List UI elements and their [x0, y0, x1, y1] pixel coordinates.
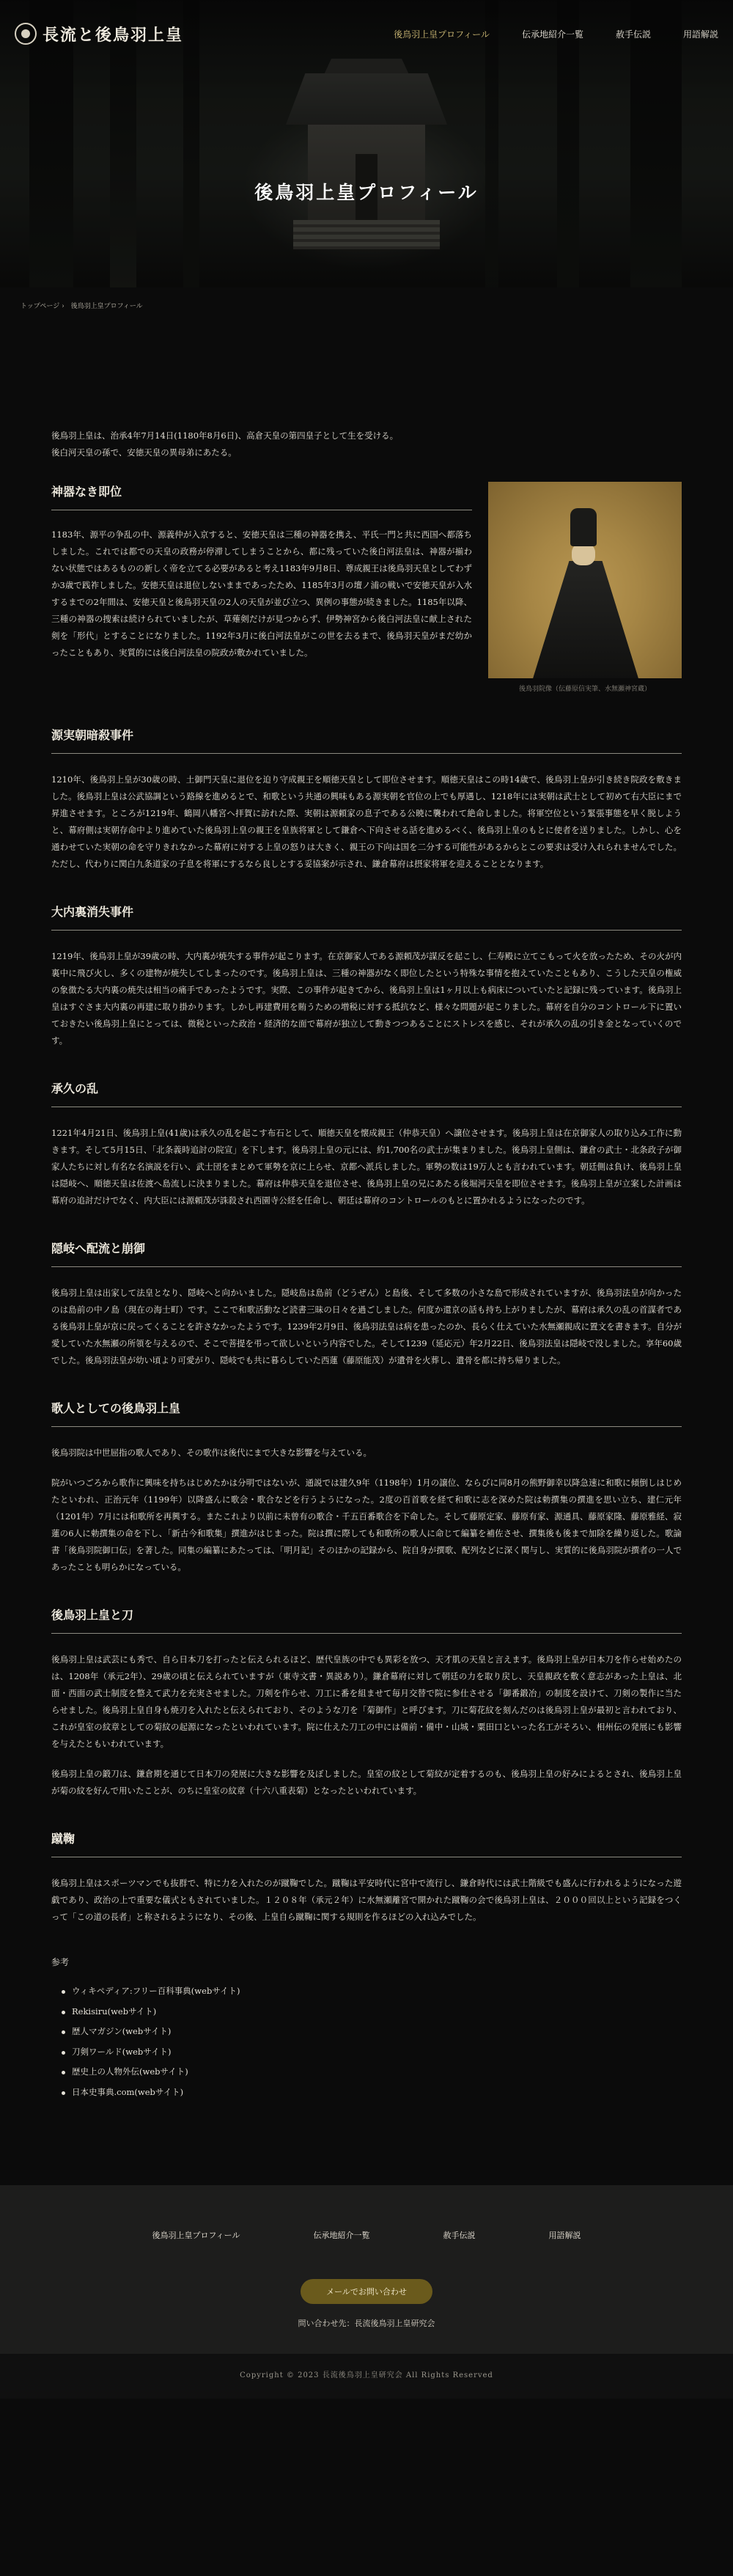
reference-item: 日本史事典.com(webサイト) — [62, 2083, 682, 2103]
hero-banner — [0, 0, 733, 287]
reference-item: ウィキペディア:フリー百科事典(webサイト) — [62, 1981, 682, 2002]
section-paragraph: 院がいつごろから歌作に興味を持ちはじめたかは分明ではないが、通説では建久9年（1198年）1月の譲位、ならびに同8月の熊野御幸以降急速に和歌に傾倒しはじめたといわれ、正治元年（1199年）以降盛んに歌会・歌合などを行うようになった。2度の百首歌を経て和歌に志を深めた院は勅撰集の撰進を思い立ち、建仁元年（1201年）7月には和歌所を再興する。またこれより以前に未曾有の歌合・千五百番歌合を下命した。そして藤原定家、藤原有家、源通具、藤原家隆、藤原雅経、寂蓮の6人に勅撰集の命を下し、「新古今和歌集」撰進がはじまった。院は撰に際しても和歌所の歌人に命じて編纂を補佐させ、撰集後も後まで加除を繰り返した。歌論書「後鳥羽院御口伝」を著した。同集の編纂にあたっては、「明月記」そのほかの記録から、院自身が撰歌、配列などに深く関与し、実質的に後鳥羽院が撰者の一人であったことも明らかになっている。 — [51, 1478, 682, 1572]
site-footer — [0, 2185, 733, 2354]
references-list — [51, 1981, 682, 2103]
main-content — [51, 323, 682, 2103]
section-paragraph: 1221年4月21日、後鳥羽上皇(41歳)は承久の乱を起こす布石として、順徳天皇を懐成親王（仲恭天皇）へ譲位させます。後鳥羽上皇は在京御家人の取り込み工作に動きます。そして5月15日、「北条義時追討の院宣」を下します。後鳥羽上皇の元には、約1,700名の武士が集まりました。後鳥羽上皇側は、鎌倉の武士・北条政子が御家人たちに対し有名な名演説を行い、武士団をまとめて軍勢を京に上らせ、京都へ派兵しました。軍勢の数は19万人とも言われています。朝廷側は負け、後鳥羽上皇は隠岐へ、順徳天皇は佐渡へ島流しに決まりました。幕府は仲恭天皇を退位させ、後鳥羽上皇の兄にあたる後堀河天皇を即位させます。後鳥羽上皇が立案した計画は幕府の追討だけでなく、内大臣には源頼茂が誅殺され西園寺公経を任命し、朝廷は幕府のコントロールのもとに置かれるようになったのです。 — [51, 1128, 682, 1206]
section-heading: 大内裏消失事件 — [51, 900, 682, 931]
section-accession — [51, 480, 682, 696]
section-paragraph: 後鳥羽上皇の鍛刀は、鎌倉期を通じて日本刀の発展に大きな影響を及ぼしました。皇室の紋として菊紋が定着するのも、後鳥羽上皇の好みによるとされ、後鳥羽上皇が菊の紋を好んで用いたことが、のちに皇室の紋章（十六八重表菊）となったといわれています。 — [51, 1769, 682, 1796]
section-sword — [51, 1604, 682, 1799]
copyright: Copyright © 2023 長流後鳥羽上皇研究会 All Rights Reserved — [0, 2354, 733, 2399]
section-paragraph: 後鳥羽上皇は出家して法皇となり、隠岐へと向かいました。隠岐島は島前（どうぜん）と島後、そして多数の小さな島で形成されていますが、後鳥羽法皇が向かったのは島前の中ノ島（現在の海士町）です。ここで和歌活動など読書三昧の日々を過ごしました。何度か還京の話も持ち上がりましたが、幕府は承久の乱の首謀者である後鳥羽上皇が京に戻ってくることを許さなかったようです。1239年2月9日、後鳥羽法皇は病を患ったのか、長らく仕えていた水無瀬親成に置文を書きます。自分が愛していた水無瀬の所領を与えるので、そこで菩提を弔って欲しいという内容でした。そして1239（延応元）年2月22日、後鳥羽法皇は隠岐で没しました。享年60歳でした。後鳥羽法皇が幼い頃より可愛がり、隠岐でも共に暮らしていた西蓮（藤原能茂）が遺骨を火葬し、遺骨を都に持ち帰りました。 — [51, 1288, 682, 1365]
section-poet — [51, 1397, 682, 1576]
section-heading: 隠岐へ配流と崩御 — [51, 1237, 682, 1267]
footer-nav-sekite[interactable]: 赦手伝説 — [443, 2230, 476, 2240]
reference-item: 歴人マガジン(webサイト) — [62, 2022, 682, 2042]
breadcrumb-current: 後鳥羽上皇プロフィール — [70, 303, 143, 310]
intro-text — [51, 428, 682, 461]
logo-text: 長流と後鳥羽上皇 — [43, 25, 184, 45]
breadcrumb — [0, 287, 733, 323]
site-logo[interactable] — [15, 23, 183, 45]
nav-item-legends[interactable]: 伝承地紹介一覧 — [521, 29, 583, 40]
section-heading: 後鳥羽上皇と刀 — [51, 1604, 682, 1634]
portrait-image — [488, 482, 682, 678]
section-paragraph: 後鳥羽上皇は武芸にも秀で、自ら日本刀を打ったと伝えられるほど、歴代皇族の中でも異彩を放つ、天才肌の天皇と言えます。後鳥羽上皇が日本刀を作らせ始めたのは、1208年（承元2年）、29歳の頃と伝えられていますが（東寺文書・異説あり）。鎌倉幕府に対して朝廷の力を取り戻し、天皇親政を敷く意志があった上皇は、北面・西面の武士制度を整えて武力を充実させました。刀剣を作らせ、刀工に番を組ませて毎月交替で院に参仕させる「御番鍛冶」の制度を設けて、刀剣の製作に当たらせました。後鳥羽上皇自身も焼刃を入れたと伝えられており、そのような刀を「菊御作」と呼びます。刀に菊花紋を刻んだのは後鳥羽上皇が最初と言われており、これが皇室の紋章としての菊紋の起源になったといわれています。院に仕えた刀工の中には備前・備中・山城・粟田口といった名工がそろい、相州伝の発展にも影響を与えたともいわれています。 — [51, 1654, 682, 1749]
footer-nav-legends[interactable]: 伝承地紹介一覧 — [313, 2230, 370, 2240]
references — [51, 1953, 682, 2103]
main-nav — [394, 28, 718, 40]
nav-item-glossary[interactable]: 用語解説 — [682, 29, 718, 40]
references-heading: 参考 — [51, 1957, 70, 1967]
section-heading: 神器なき即位 — [51, 480, 472, 510]
section-jokyu-war — [51, 1077, 682, 1209]
section-heading: 歌人としての後鳥羽上皇 — [51, 1397, 682, 1427]
section-paragraph: 後鳥羽院は中世屈指の歌人であり、その歌作は後代にまで大きな影響を与えている。 — [51, 1447, 372, 1458]
page-title: 後鳥羽上皇プロフィール — [254, 182, 479, 203]
section-paragraph: 1219年、後鳥羽上皇が39歳の時、大内裏が焼失する事件が起こります。在京御家人である源頼茂が謀反を起こし、仁寿殿に立てこもって火を放ったため、その火が内裏中に飛び火し、多くの建物が焼失してしまったのです。後鳥羽上皇は、三種の神器がなく即位したという特殊な事情を抱えていたこともあり、こうした天皇の権威の象徴たる大内裏の焼失は相当の痛手であったようです。実際、この事件が起きてから、後鳥羽上皇は1ヶ月以上も病床についていたと記録に残っています。後鳥羽上皇はすぐさま大内裏の再建に取り掛かります。しかし再建費用を賄うための増税に対する抵抗など、様々な問題が起こりました。幕府を自分のコントロール下に置いておきたい後鳥羽上皇にとっては、微税といった政治・経済的な面で幕府が独立して動きつつあることにストレスを感じ、それが承久の乱の引き金となっていくのです。 — [51, 951, 682, 1046]
section-paragraph: 後鳥羽上皇はスポーツマンでも抜群で、特に力を入れたのが蹴鞠でした。蹴鞠は平安時代に宮中で流行し、鎌倉時代には武士階級でも盛んに行われるようになった遊戯であり、政治の上で重要な儀式ともされていました。１２０８年（承元２年）に水無瀬離宮で開かれた蹴鞠の会で後鳥羽上皇は、２０００回以上という記録をつくって「この道の長者」と称されるようになり、その後、上皇自ら蹴鞠に関する規則を作るほどの入れ込みでした。 — [51, 1878, 682, 1922]
footer-nav-glossary[interactable]: 用語解説 — [548, 2230, 581, 2240]
site-header — [0, 0, 733, 67]
footer-nav — [0, 2229, 733, 2241]
breadcrumb-separator-icon: › — [62, 303, 65, 310]
section-heading: 源実朝暗殺事件 — [51, 724, 682, 754]
section-heading: 蹴鞠 — [51, 1827, 682, 1857]
reference-item: Rekisiru(webサイト) — [62, 2002, 682, 2022]
contact-info: 問い合わせ先：長流後鳥羽上皇研究会 — [298, 2318, 435, 2328]
nav-item-profile[interactable]: 後鳥羽上皇プロフィール — [394, 29, 490, 40]
reference-item: 刀剣ワールド(webサイト) — [62, 2042, 682, 2063]
section-paragraph: 1210年、後鳥羽上皇が30歳の時、土御門天皇に退位を迫り守成親王を順徳天皇として即位させます。順徳天皇はこの時14歳で、後鳥羽上皇が引き続き院政を敷きました。後鳥羽上皇は公武協調という路線を進めるとで、和歌という共通の興味もある源実朝を官位の上でも厚遇し、1218年には実朝は武士として初めて右大臣にまで昇進させます。ところが1219年、鶴岡八幡宮へ拝賀に訪れた際、実朝は源頼家の息子である公暁に襲われて絶命しました。将軍空位という緊張事態を早く脱しようと、幕府側は実朝存命中より進めていた後鳥羽上皇の親王を皇族将軍として鎌倉へ下向させる話を進めるべく、後鳥羽上皇のもとに使者を送りました。しかし、心を通わせていた実朝の命を守りきれなかった幕府に対する上皇の怒りは大きく、親王の下向は国を二分する可能性があるからとこの要求は受け入れられませんでした。ただし、代わりに関白九条道家の子息を将軍にするなら良しとする妥協案が示され、鎌倉幕府は摂家将軍を迎えることとなります。 — [51, 774, 682, 869]
reference-item: 歴史上の人物外伝(webサイト) — [62, 2062, 682, 2083]
section-heading: 承久の乱 — [51, 1077, 682, 1107]
section-paragraph: 1183年、源平の争乱の中、源義仲が入京すると、安徳天皇は三種の神器を携え、平氏一門と共に西国へ都落ちしました。これでは都での天皇の政務が停滞してしまうことから、都に残っていた後白河法皇は、神器が揃わない状態ではあるものの新しく帝を立てる必要があると考え1183年9月8日、尊成親王は後鳥羽天皇としてわずか3歳で践祚しました。安徳天皇は退位しないままであったため、1185年3月の壇ノ浦の戦いで安徳天皇が入水するまでの2年間は、安徳天皇と後鳥羽天皇の2人の天皇が並び立つ、異例の事態が続きました。1185年以降、三種の神器の捜索は続けられていましたが、草薙剣だけが見つからず、伊勢神宮から後白河法皇に献上された剣を「形代」とすることになりました。1192年3月に後白河法皇がこの世を去るまで、後鳥羽天皇がまだ幼かったこともあり、実質的には後白河法皇の院政が敷かれていました。 — [51, 529, 472, 658]
nav-item-sekite[interactable]: 赦手伝説 — [615, 29, 651, 40]
portrait-caption: 後鳥羽院像（伝藤原信実筆、水無瀬神宮蔵） — [518, 686, 651, 693]
intro-line: 後鳥羽上皇は、治承4年7月14日(1180年8月6日)、高倉天皇の第四皇子として生を受ける。 — [51, 430, 399, 441]
footer-nav-profile[interactable]: 後鳥羽上皇プロフィール — [152, 2230, 240, 2240]
mail-contact-button[interactable]: メールでお問い合わせ — [301, 2279, 432, 2304]
logo-emblem-icon — [15, 23, 37, 45]
section-sanetomo — [51, 724, 682, 873]
breadcrumb-home[interactable]: トップページ — [21, 303, 60, 310]
section-kemari — [51, 1827, 682, 1926]
intro-line: 後白河天皇の孫で、安徳天皇の異母弟にあたる。 — [51, 447, 237, 458]
section-exile — [51, 1237, 682, 1369]
section-palace-fire — [51, 900, 682, 1049]
portrait-figure — [488, 482, 682, 696]
